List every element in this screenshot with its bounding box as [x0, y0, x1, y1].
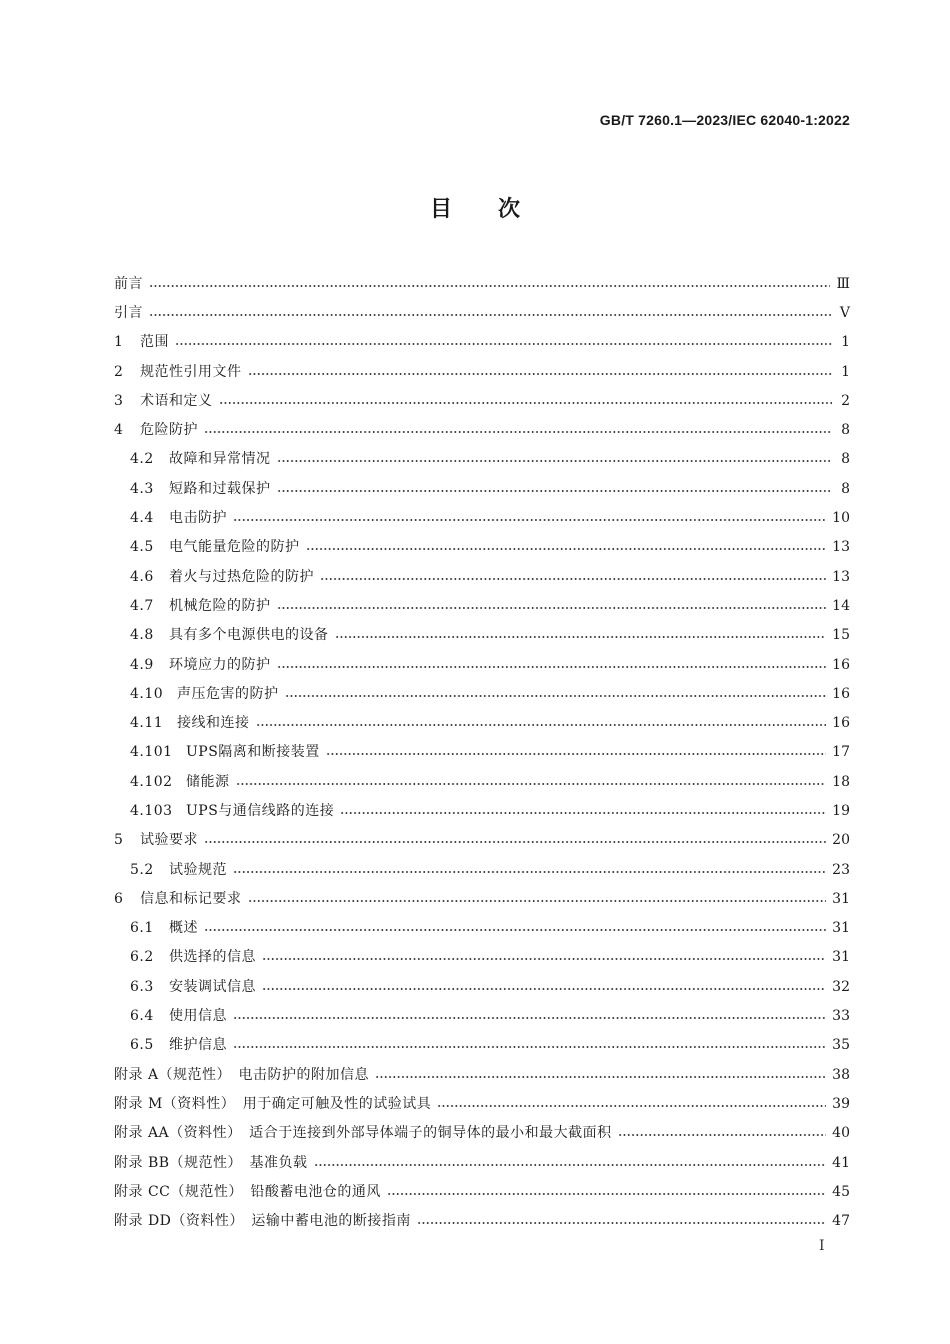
toc-entry-number: 6.3 — [130, 978, 154, 995]
toc-entry-page: 8 — [841, 422, 850, 439]
toc-entry-label — [130, 687, 279, 701]
toc-entry-label — [114, 892, 242, 906]
toc-entry-title: 附录 A（规范性） 电击防护的附加信息 — [114, 1066, 370, 1083]
dot-leader — [149, 285, 830, 287]
page-title — [0, 192, 950, 223]
toc-entry-label — [130, 628, 329, 642]
dot-leader — [285, 695, 827, 697]
dot-leader — [233, 1046, 826, 1048]
toc-entry-title: 试验规范 — [169, 861, 227, 878]
toc-entry-title: 附录 AA（资料性） 适合于连接到外部导体端子的铜导体的最小和最大截面积 — [114, 1125, 612, 1142]
toc-entry-number: 6 — [114, 890, 124, 907]
dot-leader — [149, 314, 832, 316]
toc-entry-title: 供选择的信息 — [169, 949, 256, 966]
toc-entry[interactable] — [114, 1119, 850, 1148]
toc-entry-page: 13 — [832, 568, 850, 585]
toc-entry[interactable] — [114, 1089, 850, 1118]
toc-entry-page: 20 — [832, 832, 850, 849]
dot-leader — [248, 900, 827, 902]
toc-entry-page: 18 — [832, 773, 850, 790]
toc-entry-title: 附录 DD（资料性） 运输中蓄电池的断接指南 — [114, 1213, 411, 1230]
toc-entry-label — [130, 482, 271, 496]
toc-entry[interactable] — [114, 972, 850, 1001]
toc-entry-title: UPS隔离和断接装置 — [186, 744, 320, 761]
toc-entry-title: 电击防护 — [169, 510, 227, 527]
toc-entry-title: 附录 M（资料性） 用于确定可触及性的试验试具 — [114, 1095, 432, 1112]
toc-entry-number: 4.2 — [130, 451, 154, 468]
dot-leader — [277, 460, 833, 462]
dot-leader — [233, 1017, 826, 1019]
dot-leader — [326, 753, 826, 755]
toc-entry-number: 4.5 — [130, 539, 154, 556]
toc-entry-title: 术语和定义 — [140, 392, 213, 409]
toc-entry[interactable] — [114, 298, 850, 327]
toc-entry[interactable] — [114, 474, 850, 503]
toc-entry-page: 19 — [832, 802, 850, 819]
table-of-contents — [114, 269, 850, 1236]
toc-entry[interactable] — [114, 679, 850, 708]
toc-entry-label — [130, 1009, 227, 1023]
toc-entry-label — [114, 423, 198, 437]
toc-entry-title: 附录 BB（规范性） 基准负载 — [114, 1154, 308, 1171]
toc-entry-label — [114, 306, 143, 320]
toc-entry-label — [130, 570, 314, 584]
toc-entry-label — [114, 1068, 369, 1082]
toc-entry-label — [130, 511, 227, 525]
dot-leader — [417, 1222, 826, 1224]
toc-entry-number: 2 — [114, 363, 124, 380]
toc-entry-title: 附录 CC（规范性） 铅酸蓄电池仓的通风 — [114, 1183, 381, 1200]
toc-entry-label — [114, 1097, 431, 1111]
toc-entry[interactable] — [114, 826, 850, 855]
dot-leader — [248, 373, 833, 375]
toc-entry-title: 储能源 — [186, 773, 230, 790]
toc-entry-number: 6.2 — [130, 949, 154, 966]
toc-entry[interactable] — [114, 533, 850, 562]
dot-leader — [219, 402, 833, 404]
toc-entry[interactable] — [114, 855, 850, 884]
toc-entry[interactable] — [114, 943, 850, 972]
standard-number-header: GB/T 7260.1—2023/IEC 62040-1:2022 — [599, 112, 850, 128]
toc-entry-number: 4.102 — [130, 773, 173, 790]
toc-entry-label — [114, 1214, 411, 1228]
toc-entry-label — [130, 658, 271, 672]
toc-entry[interactable] — [114, 767, 850, 796]
dot-leader — [204, 431, 832, 433]
toc-entry-page: 41 — [832, 1154, 850, 1171]
toc-entry-page: 40 — [832, 1125, 850, 1142]
toc-entry-page: 31 — [832, 890, 850, 907]
dot-leader — [236, 783, 827, 785]
toc-entry[interactable] — [114, 503, 850, 532]
toc-entry-label — [130, 921, 198, 935]
toc-entry-number: 3 — [114, 392, 124, 409]
dot-leader — [320, 578, 826, 580]
toc-entry-label — [130, 804, 334, 818]
toc-entry-number: 4.3 — [130, 480, 154, 497]
dot-leader — [277, 666, 827, 668]
toc-entry-title: 着火与过热危险的防护 — [169, 568, 314, 585]
page-number-footer: I — [819, 1238, 825, 1254]
title-char-right: 次 — [498, 197, 521, 222]
toc-entry-number: 4.9 — [130, 656, 154, 673]
toc-entry[interactable] — [114, 591, 850, 620]
toc-entry-title: 安装调试信息 — [169, 978, 256, 995]
toc-entry-page: 39 — [832, 1095, 850, 1112]
toc-entry-title: 引言 — [114, 304, 143, 321]
toc-entry-label — [130, 540, 300, 554]
dot-leader — [256, 724, 827, 726]
dot-leader — [340, 812, 826, 814]
toc-entry-number: 4.4 — [130, 510, 154, 527]
toc-entry-label — [130, 1038, 227, 1052]
toc-entry-page: 16 — [832, 685, 850, 702]
toc-entry-page: 17 — [832, 744, 850, 761]
toc-entry-label — [114, 394, 213, 408]
toc-entry-page: 16 — [832, 656, 850, 673]
toc-entry[interactable] — [114, 1031, 850, 1060]
toc-entry-number: 4 — [114, 422, 124, 439]
toc-entry-page: 2 — [841, 392, 850, 409]
dot-leader — [175, 343, 832, 345]
toc-entry-number: 4.11 — [130, 715, 164, 732]
toc-entry-page: 10 — [832, 510, 850, 527]
toc-entry-page: 45 — [832, 1183, 850, 1200]
toc-entry[interactable] — [114, 650, 850, 679]
toc-entry-title: 电气能量危险的防护 — [169, 539, 300, 556]
dot-leader — [204, 929, 826, 931]
toc-entry[interactable] — [114, 796, 850, 825]
toc-entry-number: 4.103 — [130, 802, 173, 819]
dot-leader — [618, 1134, 827, 1136]
toc-entry-page: 14 — [832, 597, 850, 614]
toc-entry-page: 23 — [832, 861, 850, 878]
toc-entry[interactable] — [114, 708, 850, 737]
toc-entry-number: 4.6 — [130, 568, 154, 585]
toc-entry-page: 31 — [832, 920, 850, 937]
toc-entry-page: 38 — [832, 1066, 850, 1083]
dot-leader — [233, 519, 826, 521]
toc-entry-number: 5.2 — [130, 861, 154, 878]
dot-leader — [277, 490, 833, 492]
toc-entry-label — [114, 365, 242, 379]
toc-entry[interactable] — [114, 562, 850, 591]
toc-entry-title: 声压危害的防护 — [177, 685, 279, 702]
toc-entry-number: 5 — [114, 832, 124, 849]
toc-entry-label — [130, 775, 230, 789]
toc-entry-page: 33 — [832, 1008, 850, 1025]
toc-entry-label — [114, 277, 143, 291]
toc-entry-label — [114, 1156, 308, 1170]
toc-entry-number: 4.7 — [130, 597, 154, 614]
toc-entry-page: 8 — [841, 480, 850, 497]
toc-entry-label — [114, 335, 169, 349]
dot-leader — [375, 1076, 826, 1078]
dot-leader — [335, 636, 827, 638]
toc-entry-label — [130, 716, 250, 730]
toc-entry-number: 6.4 — [130, 1008, 154, 1025]
toc-entry-label — [130, 452, 271, 466]
toc-entry-number: 4.8 — [130, 627, 154, 644]
toc-entry-label — [114, 1185, 381, 1199]
toc-entry-page: 1 — [841, 334, 850, 351]
toc-entry-title: 概述 — [169, 920, 198, 937]
title-char-left: 目 — [429, 197, 452, 222]
toc-entry-number: 6.5 — [130, 1037, 154, 1054]
toc-entry-title: 具有多个电源供电的设备 — [169, 627, 329, 644]
dot-leader — [437, 1105, 826, 1107]
dot-leader — [387, 1193, 826, 1195]
toc-entry-page: 31 — [832, 949, 850, 966]
toc-entry-page: Ⅲ — [836, 275, 850, 292]
toc-entry[interactable] — [114, 386, 850, 415]
toc-entry-title: 信息和标记要求 — [140, 890, 242, 907]
toc-entry[interactable] — [114, 1148, 850, 1177]
toc-entry-title: 环境应力的防护 — [169, 656, 271, 673]
toc-entry[interactable] — [114, 1060, 850, 1089]
dot-leader — [262, 988, 826, 990]
toc-entry-page: 35 — [832, 1037, 850, 1054]
toc-entry-label — [114, 833, 198, 847]
toc-entry-number: 4.101 — [130, 744, 173, 761]
toc-entry-label — [130, 599, 271, 613]
toc-entry-label — [130, 980, 256, 994]
toc-entry-page: Ⅴ — [839, 304, 850, 321]
toc-entry-title: 危险防护 — [140, 422, 198, 439]
toc-entry[interactable] — [114, 621, 850, 650]
toc-entry-label — [130, 745, 320, 759]
toc-entry-title: 规范性引用文件 — [140, 363, 242, 380]
dot-leader — [306, 548, 827, 550]
toc-entry-page: 47 — [832, 1213, 850, 1230]
toc-entry[interactable] — [114, 445, 850, 474]
toc-entry[interactable] — [114, 357, 850, 386]
toc-entry[interactable] — [114, 914, 850, 943]
toc-entry[interactable] — [114, 269, 850, 298]
toc-entry-page: 8 — [841, 451, 850, 468]
toc-entry-title: 短路和过载保护 — [169, 480, 271, 497]
toc-entry-page: 15 — [832, 627, 850, 644]
toc-entry[interactable] — [114, 884, 850, 913]
dot-leader — [262, 958, 826, 960]
toc-entry-title: 使用信息 — [169, 1008, 227, 1025]
toc-entry-number: 4.10 — [130, 685, 164, 702]
toc-entry-number: 6.1 — [130, 920, 154, 937]
toc-entry[interactable] — [114, 415, 850, 444]
toc-entry-title: 试验要求 — [140, 832, 198, 849]
dot-leader — [233, 871, 826, 873]
dot-leader — [204, 841, 826, 843]
toc-entry-title: UPS与通信线路的连接 — [186, 802, 335, 819]
toc-entry-title: 故障和异常情况 — [169, 451, 271, 468]
dot-leader — [277, 607, 827, 609]
toc-entry-label — [130, 950, 256, 964]
toc-entry-page: 32 — [832, 978, 850, 995]
toc-entry-title: 维护信息 — [169, 1037, 227, 1054]
toc-entry-title: 前言 — [114, 275, 143, 292]
toc-entry-page: 13 — [832, 539, 850, 556]
toc-entry-page: 1 — [841, 363, 850, 380]
toc-entry[interactable] — [114, 738, 850, 767]
toc-entry[interactable] — [114, 1207, 850, 1236]
dot-leader — [314, 1164, 827, 1166]
toc-entry-title: 范围 — [140, 334, 169, 351]
toc-entry[interactable] — [114, 1001, 850, 1030]
toc-entry-label — [114, 1126, 612, 1140]
toc-entry[interactable] — [114, 1177, 850, 1206]
toc-entry-page: 16 — [832, 715, 850, 732]
toc-entry-label — [130, 863, 227, 877]
toc-entry[interactable] — [114, 328, 850, 357]
toc-entry-number: 1 — [114, 334, 124, 351]
toc-entry-title: 机械危险的防护 — [169, 597, 271, 614]
toc-entry-title: 接线和连接 — [177, 715, 250, 732]
